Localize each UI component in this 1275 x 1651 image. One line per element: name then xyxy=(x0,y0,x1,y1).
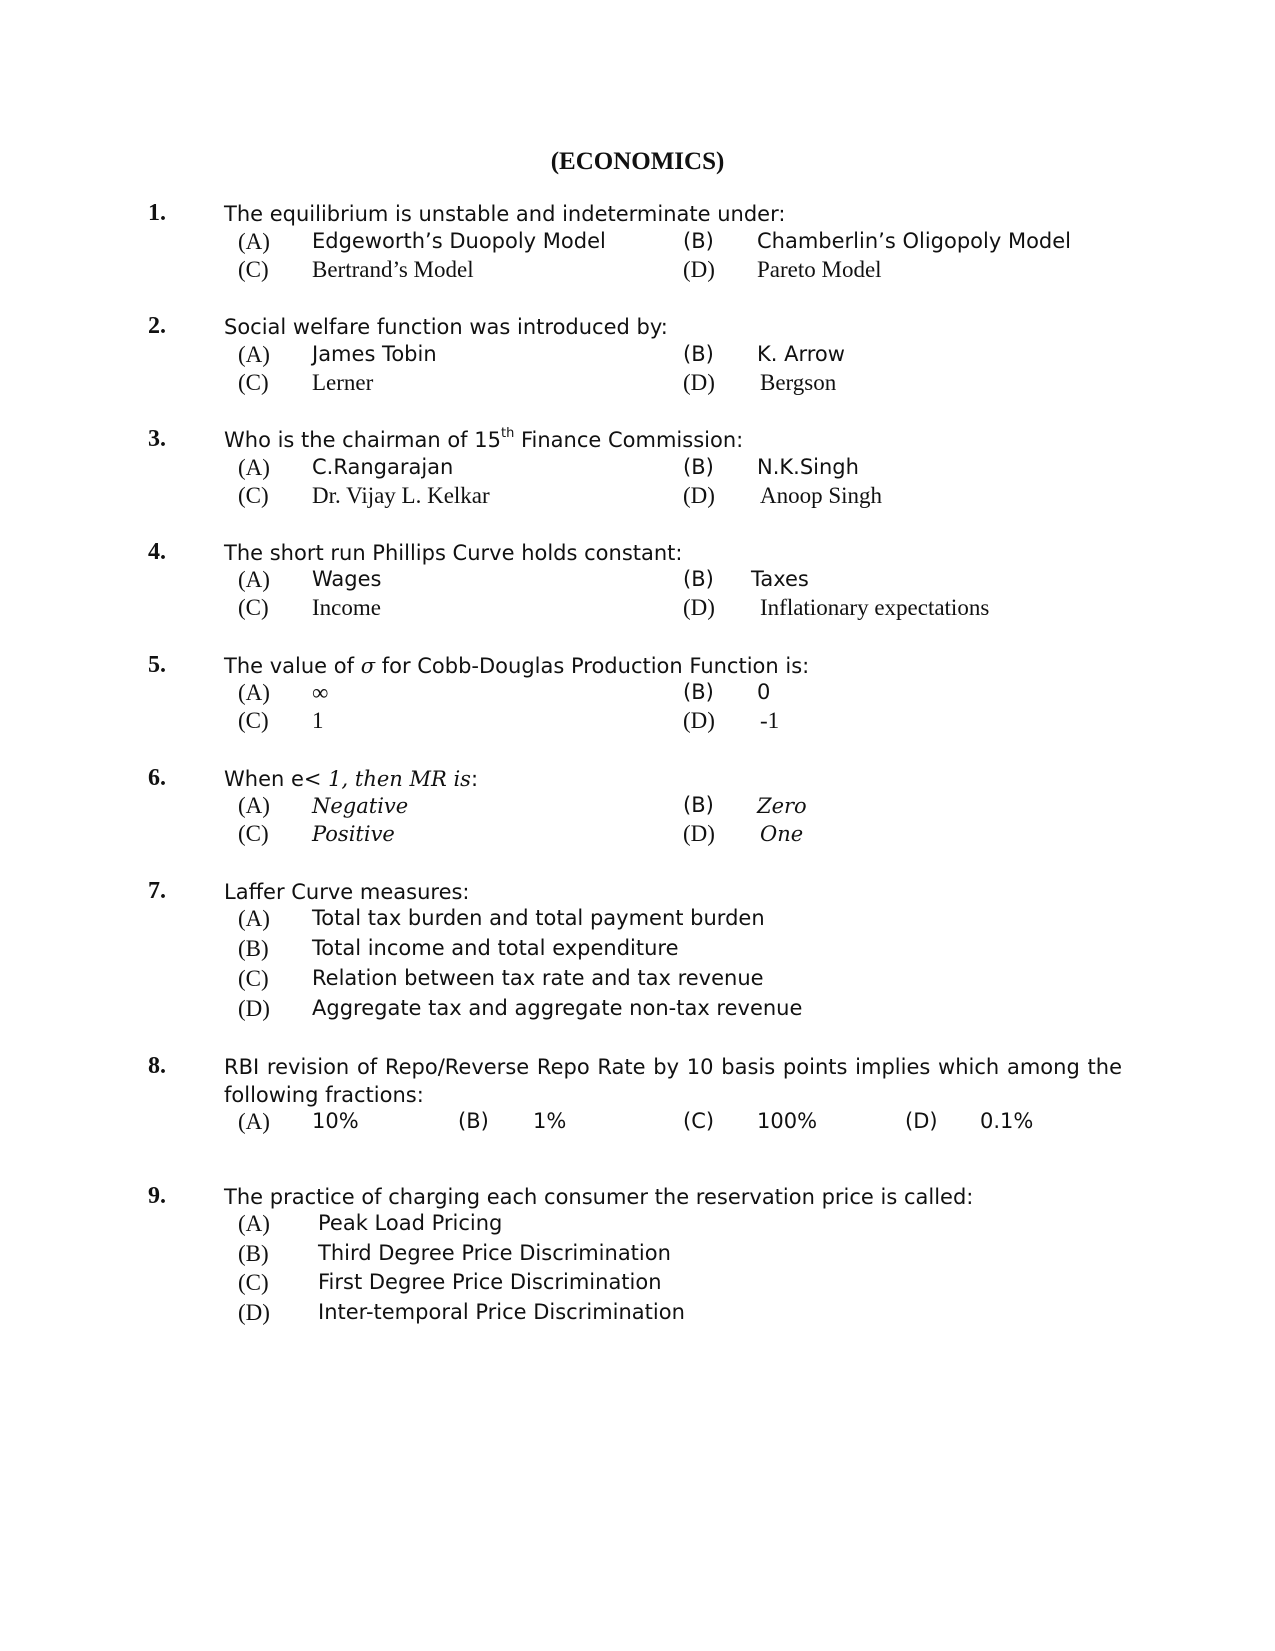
option-a-text: ∞ xyxy=(312,680,329,705)
question-stem xyxy=(224,764,1124,794)
question-number: 6. xyxy=(148,765,166,791)
question-number: 2. xyxy=(148,313,166,339)
option-b-label: (B) xyxy=(683,680,714,704)
option-d-text: Aggregate tax and aggregate non-tax revenue xyxy=(312,996,803,1020)
option-d-label: (D) xyxy=(683,595,715,620)
question-number: 9. xyxy=(148,1183,166,1209)
option-c-label: (C) xyxy=(238,821,269,846)
stem-text: When e xyxy=(224,767,304,791)
question-number: 1. xyxy=(148,200,166,226)
option-b-text: Zero xyxy=(757,794,807,818)
option-c-text: Relation between tax rate and tax revenue xyxy=(312,966,764,990)
option-d-label: (D) xyxy=(683,708,715,733)
question-stem-line-2: following fractions: xyxy=(224,1083,424,1107)
option-d-text: Bergson xyxy=(760,370,837,395)
option-a-text: Peak Load Pricing xyxy=(318,1211,503,1235)
option-c-label: (C) xyxy=(683,1109,715,1133)
sigma-symbol: σ xyxy=(360,654,376,678)
option-c-label: (C) xyxy=(238,708,269,733)
option-c-label: (C) xyxy=(238,257,269,282)
stem-text: The value of xyxy=(224,654,361,678)
question-stem: Laffer Curve measures: xyxy=(224,880,470,904)
option-a-text: Edgeworth’s Duopoly Model xyxy=(312,229,606,253)
option-d-label: (D) xyxy=(238,1300,270,1325)
question-stem-line-1: RBI revision of Repo/Reverse Repo Rate by 10 basis points implies which among the xyxy=(224,1055,1122,1079)
option-c-text: 1 xyxy=(312,708,324,733)
page-title: (ECONOMICS) xyxy=(550,148,725,175)
option-a-text: 10% xyxy=(312,1109,359,1133)
option-b-label: (B) xyxy=(683,455,714,479)
question-stem: The equilibrium is unstable and indeterminate under: xyxy=(224,202,786,226)
question-number: 8. xyxy=(148,1053,166,1079)
option-b-text: Third Degree Price Discrimination xyxy=(318,1241,671,1265)
option-a-label: (A) xyxy=(238,680,270,705)
option-b-text: Chamberlin’s Oligopoly Model xyxy=(757,229,1071,253)
option-d-text: One xyxy=(760,822,804,846)
option-d-text: Pareto Model xyxy=(757,257,882,282)
option-c-label: (C) xyxy=(238,595,269,620)
option-a-label: (A) xyxy=(238,229,270,254)
option-d-text: Inflationary expectations xyxy=(760,595,990,620)
option-d-text: Anoop Singh xyxy=(760,483,883,508)
option-d-text: Inter-temporal Price Discrimination xyxy=(318,1300,685,1324)
math-expression: < 1, then MR is xyxy=(303,767,471,791)
option-d-label: (D) xyxy=(905,1109,938,1133)
option-a-label: (A) xyxy=(238,793,270,818)
question-stem: The practice of charging each consumer the reservation price is called: xyxy=(224,1185,974,1209)
option-a-label: (A) xyxy=(238,906,270,931)
stem-text-rest: : xyxy=(470,767,479,791)
question-stem xyxy=(224,425,1124,455)
option-b-label: (B) xyxy=(238,1241,269,1266)
ordinal-suffix: th xyxy=(500,426,515,441)
option-d-text: 0.1% xyxy=(980,1109,1034,1133)
option-b-text: N.K.Singh xyxy=(757,455,859,479)
question-number: 7. xyxy=(148,878,166,904)
option-b-label: (B) xyxy=(683,229,714,253)
option-a-text: James Tobin xyxy=(312,342,437,366)
option-d-label: (D) xyxy=(683,483,715,508)
option-b-label: (B) xyxy=(683,793,714,817)
question-stem: Social welfare function was introduced by: xyxy=(224,315,668,339)
option-c-label: (C) xyxy=(238,483,269,508)
option-b-text: 0 xyxy=(757,680,771,704)
option-d-label: (D) xyxy=(683,821,715,846)
stem-text-rest: for Cobb-Douglas Production Function is: xyxy=(375,654,810,678)
option-a-label: (A) xyxy=(238,567,270,592)
option-a-label: (A) xyxy=(238,455,270,480)
option-d-label: (D) xyxy=(238,996,270,1021)
option-c-text: Income xyxy=(312,595,381,620)
option-b-text: Taxes xyxy=(751,567,809,591)
option-c-label: (C) xyxy=(238,370,269,395)
question-stem: The short run Phillips Curve holds constant: xyxy=(224,541,683,565)
option-a-label: (A) xyxy=(238,1211,270,1236)
option-b-text: K. Arrow xyxy=(757,342,845,366)
option-b-label: (B) xyxy=(683,567,714,591)
option-b-label: (B) xyxy=(458,1109,489,1133)
option-a-text: Wages xyxy=(312,567,382,591)
stem-text-rest: Finance Commission: xyxy=(514,428,744,452)
option-a-label: (A) xyxy=(238,342,270,367)
option-c-label: (C) xyxy=(238,1270,269,1295)
option-b-text: Total income and total expenditure xyxy=(312,936,679,960)
option-d-label: (D) xyxy=(683,370,715,395)
option-c-text: First Degree Price Discrimination xyxy=(318,1270,662,1294)
stem-text: Who is the chairman of 15 xyxy=(224,428,501,452)
option-c-text: Dr. Vijay L. Kelkar xyxy=(312,483,490,508)
option-b-label: (B) xyxy=(238,936,269,961)
option-a-label: (A) xyxy=(238,1109,270,1134)
question-number: 5. xyxy=(148,652,166,678)
option-c-text: 100% xyxy=(757,1109,818,1133)
option-b-text: 1% xyxy=(533,1109,567,1133)
option-a-text: Total tax burden and total payment burden xyxy=(312,906,765,930)
option-c-text: Positive xyxy=(312,822,395,846)
question-number: 3. xyxy=(148,426,166,452)
option-a-text: Negative xyxy=(312,794,409,818)
option-c-text: Bertrand’s Model xyxy=(312,257,474,282)
question-stem xyxy=(224,651,1124,681)
option-c-text: Lerner xyxy=(312,370,374,395)
option-b-label: (B) xyxy=(683,342,714,366)
question-number: 4. xyxy=(148,539,166,565)
option-c-label: (C) xyxy=(238,966,269,991)
option-a-text: C.Rangarajan xyxy=(312,455,454,479)
option-d-text: -1 xyxy=(760,708,780,733)
option-d-label: (D) xyxy=(683,257,715,282)
